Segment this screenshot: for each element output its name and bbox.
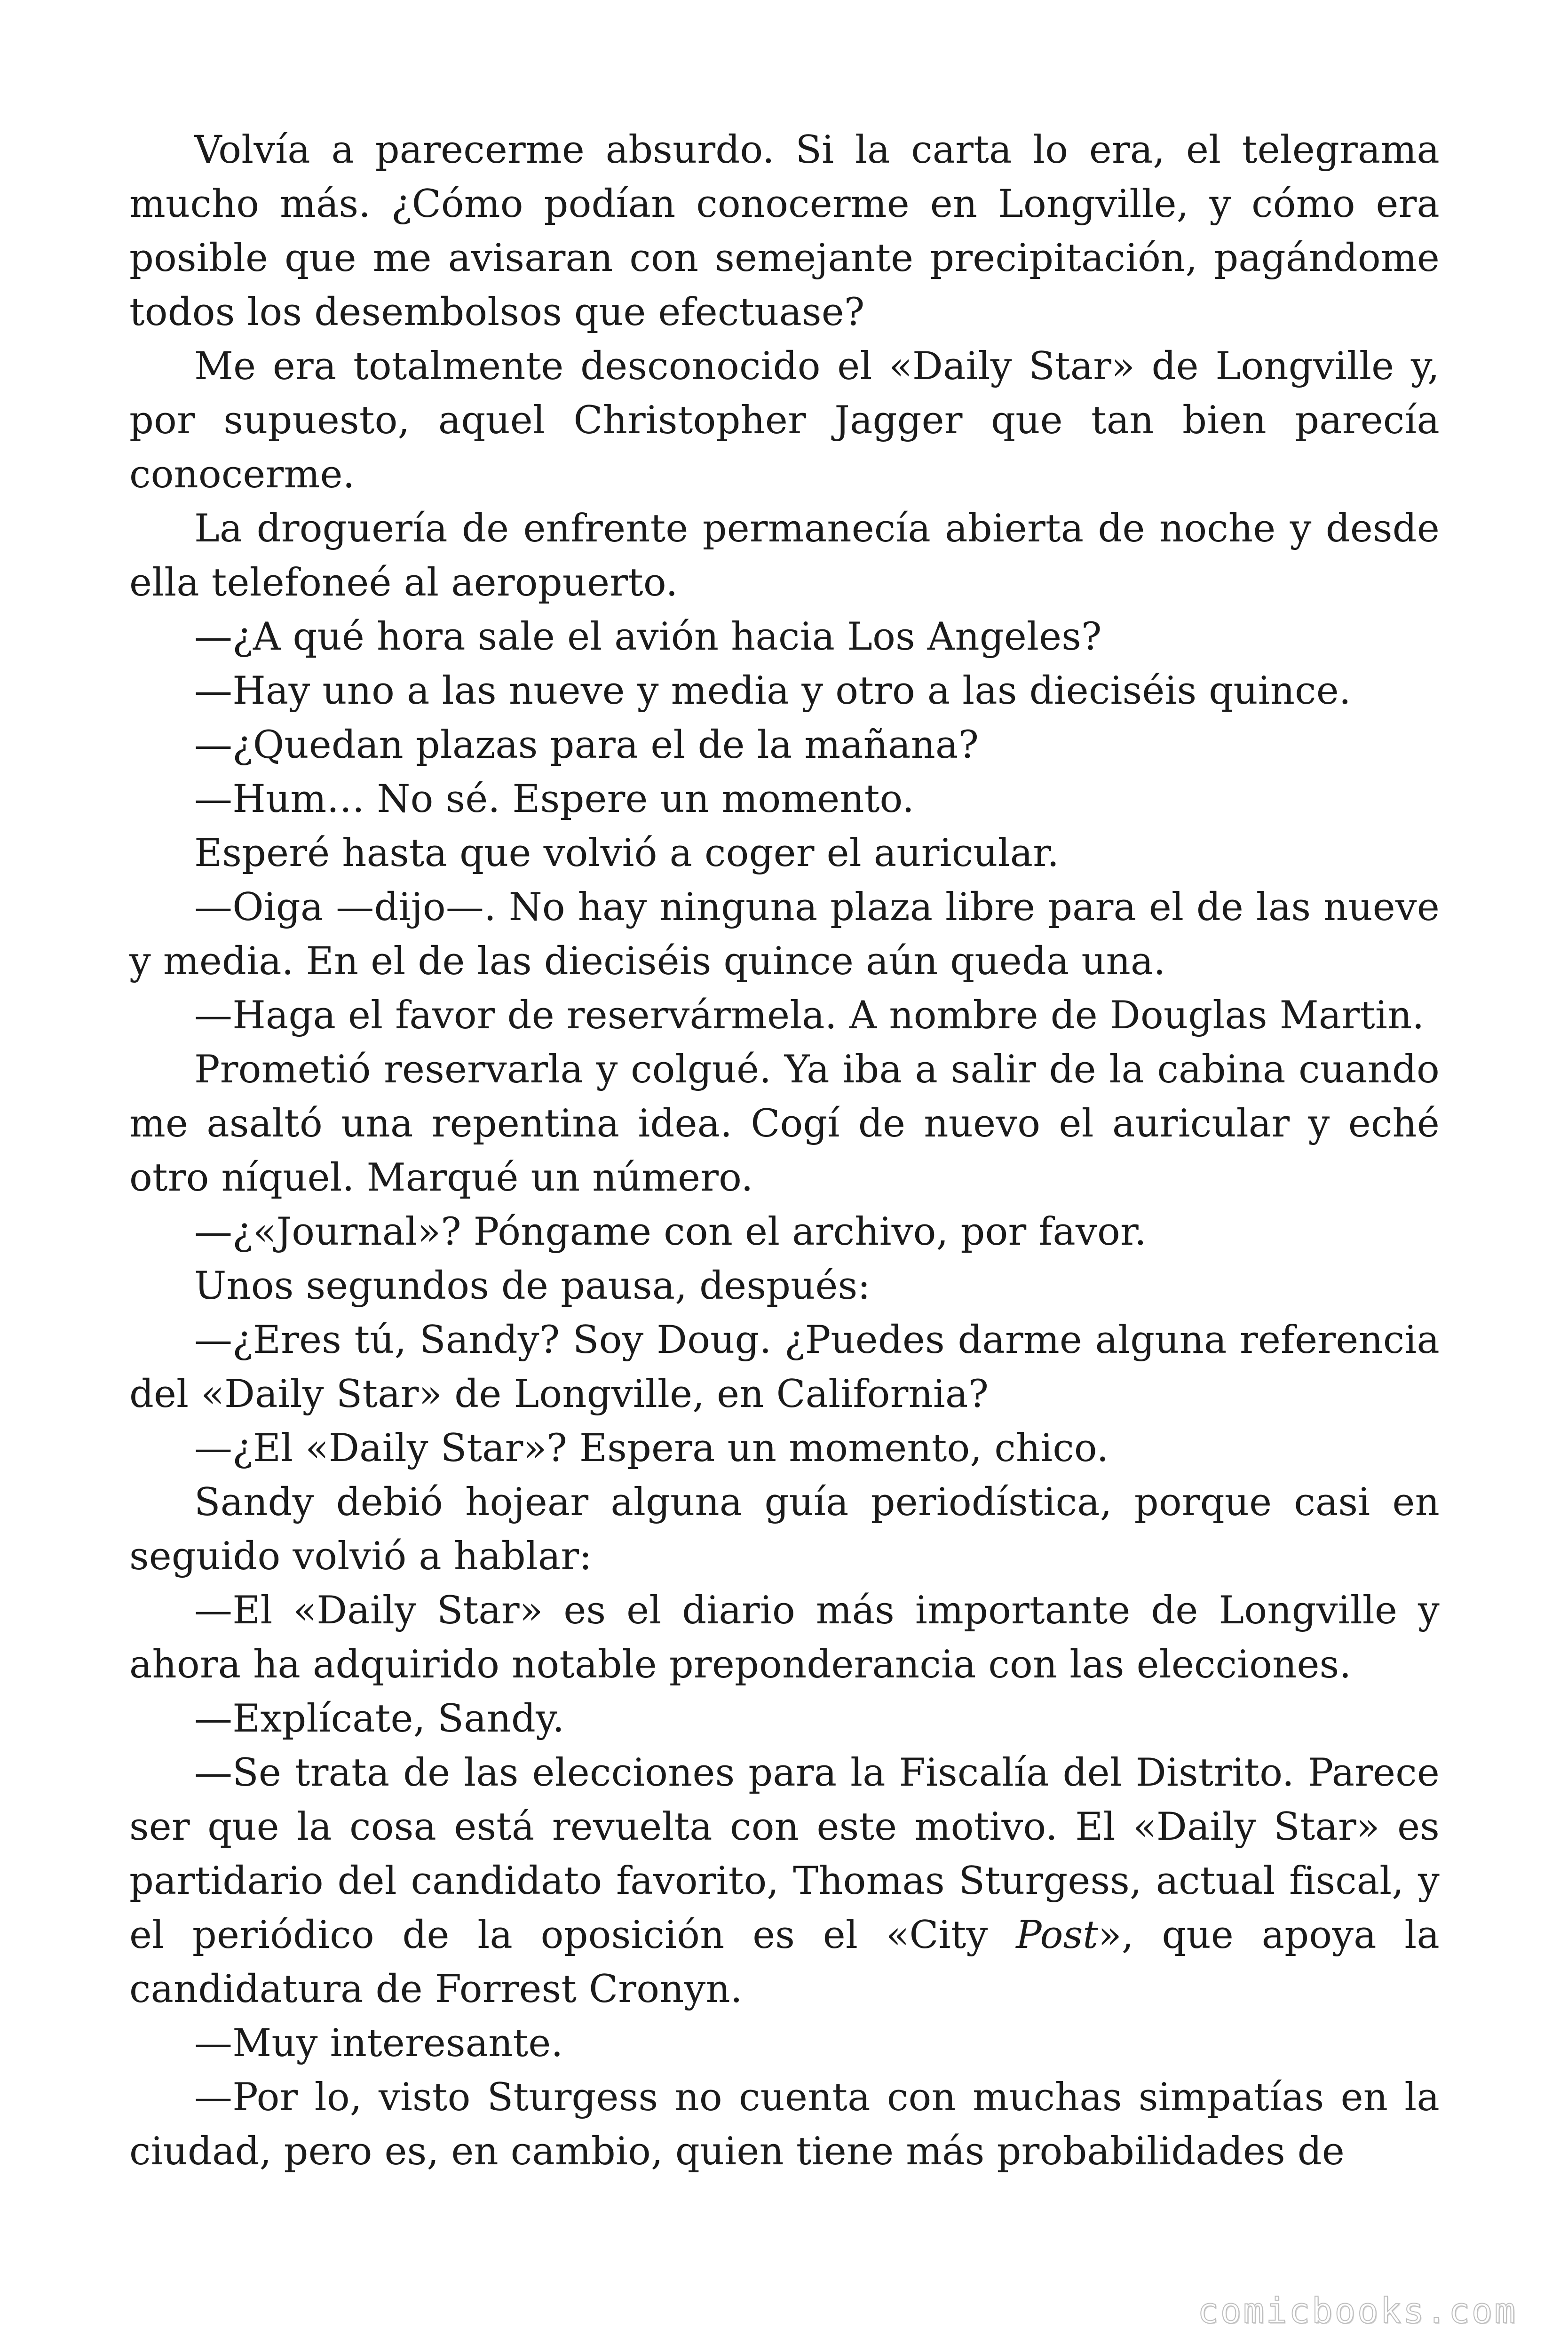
paragraph: Prometió reservarla y colgué. Ya iba a salir de la cabina cuando me asaltó una repentina idea. Cogí de nuevo el auricular y eché otro níquel. Marqué un número. — [129, 1048, 1440, 1200]
paragraph: Unos segundos de pausa, después: — [194, 1264, 871, 1308]
dialogue-line: —¿Quedan plazas para el de la mañana? — [194, 723, 979, 767]
dialogue-line: —Oiga —dijo—. No hay ninguna plaza libre para el de las nueve y media. En el de las dieciséis quince aún queda una. — [129, 885, 1440, 984]
dialogue-line: —¿Eres tú, Sandy? Soy Doug. ¿Puedes darme alguna referencia del «Daily Star» de Longville, en California? — [129, 1318, 1440, 1416]
paragraph: La droguería de enfrente permanecía abierta de noche y desde ella telefoneé al aeropuerto. — [129, 507, 1440, 605]
paragraph: Esperé hasta que volvió a coger el auricular. — [194, 831, 1060, 875]
paragraph: Volvía a parecerme absurdo. Si la carta lo era, el telegrama mucho más. ¿Cómo podían conocerme en Longville, y cómo era posible que me avisaran con semejante precipitación, pagándome todos los desembolsos que efectuase? — [129, 128, 1440, 334]
dialogue-line: —Hay uno a las nueve y media y otro a las dieciséis quince. — [194, 669, 1351, 713]
italic-text-run: Post — [1016, 1913, 1099, 1957]
paragraph: Sandy debió hojear alguna guía periodística, porque casi en seguido volvió a hablar: — [129, 1480, 1440, 1579]
dialogue-line: —¿El «Daily Star»? Espera un momento, chico. — [194, 1426, 1109, 1470]
text-run: », que apoya la candidatura de Forrest Cronyn. — [129, 1913, 1440, 2011]
dialogue-line: —¿A qué hora sale el avión hacia Los Angeles? — [194, 615, 1102, 659]
dialogue-line: —Por lo, visto Sturgess no cuenta con muchas simpatías en la ciudad, pero es, en cambio, quien tiene más probabilidades de — [129, 2075, 1440, 2174]
dialogue-line: —El «Daily Star» es el diario más importante de Longville y ahora ha adquirido notable preponderancia con las elecciones. — [129, 1589, 1440, 1687]
dialogue-line — [129, 1746, 1440, 2017]
paragraph: Me era totalmente desconocido el «Daily Star» de Longville y, por supuesto, aquel Christopher Jagger que tan bien parecía conocerme. — [129, 344, 1440, 497]
page-body — [129, 123, 1440, 2179]
dialogue-line: —Hum… No sé. Espere un momento. — [194, 777, 915, 821]
dialogue-line: —Haga el favor de reservármela. A nombre de Douglas Martin. — [194, 993, 1425, 1038]
text-run: —Se trata de las elecciones para la Fiscalía del Distrito. Parece ser que la cosa está revuelta con este motivo. El «Daily Star» es partidario del candidato favorito, Thomas Sturgess, actual fiscal, y el periódico de la oposición es el «City — [129, 1751, 1440, 1957]
dialogue-line: —Muy interesante. — [194, 2021, 563, 2066]
dialogue-line: —Explícate, Sandy. — [194, 1697, 565, 1741]
dialogue-line: —¿«Journal»? Póngame con el archivo, por favor. — [194, 1210, 1147, 1254]
watermark: comicbooks.com — [1197, 2291, 1517, 2331]
